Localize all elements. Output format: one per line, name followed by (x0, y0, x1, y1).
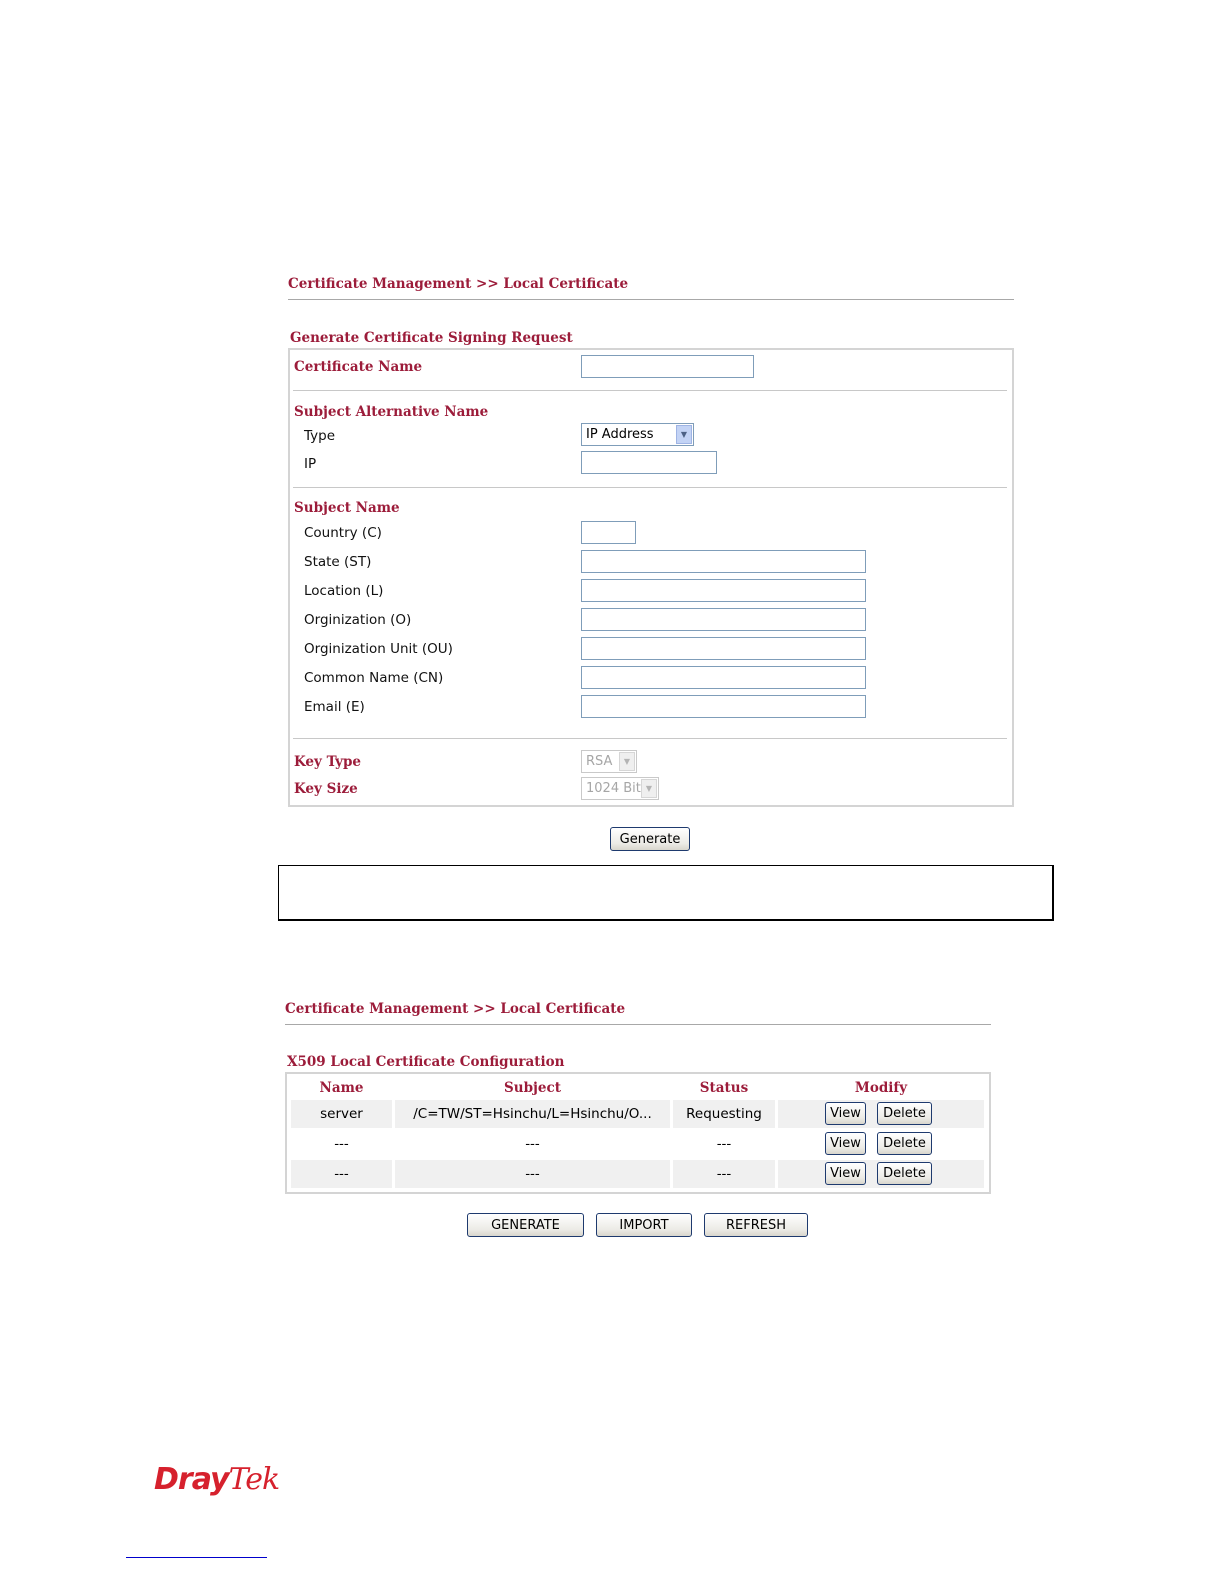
country-label: Country (C) (304, 525, 382, 541)
divider (293, 738, 1007, 739)
column-header-modify: Modify (854, 1080, 908, 1096)
common-name-label: Common Name (CN) (304, 670, 444, 686)
common-name-input[interactable] (581, 666, 866, 689)
chevron-down-icon: ▼ (676, 425, 692, 444)
key-type-label: Key Type (294, 754, 362, 770)
section-title: X509 Local Certificate Configuration (287, 1054, 565, 1070)
column-header-name: Name (319, 1080, 364, 1096)
location-input[interactable] (581, 579, 866, 602)
certificate-name-input[interactable] (581, 355, 754, 378)
location-label: Location (L) (304, 583, 384, 599)
header-divider (288, 299, 1014, 300)
cert-subject-cell: /C=TW/ST=Hsinchu/L=Hsinchu/O... (395, 1100, 670, 1128)
divider (293, 390, 1007, 391)
view-button[interactable]: View (825, 1132, 866, 1155)
key-type-value: RSA (586, 754, 613, 769)
cert-subject-cell: --- (525, 1136, 540, 1152)
cert-status-cell: --- (673, 1160, 775, 1188)
cert-status-cell: --- (716, 1136, 732, 1152)
state-input[interactable] (581, 550, 866, 573)
generate-button[interactable]: Generate (610, 827, 690, 851)
key-size-select[interactable] (581, 777, 659, 800)
organization-input[interactable] (581, 608, 866, 631)
cert-subject-cell: --- (395, 1160, 670, 1188)
delete-button[interactable]: Delete (877, 1162, 932, 1185)
chevron-down-icon: ▼ (641, 779, 657, 798)
subject-name-section-title: Subject Name (294, 500, 400, 516)
delete-button[interactable]: Delete (877, 1132, 932, 1155)
breadcrumb: Certificate Management >> Local Certificate (288, 276, 629, 292)
organization-label: Orginization (O) (304, 612, 412, 628)
cert-name-cell: server (291, 1100, 392, 1128)
footer-link-underline (126, 1557, 267, 1558)
country-input[interactable] (581, 521, 636, 544)
cert-name-cell: --- (291, 1160, 392, 1188)
ip-label: IP (304, 456, 317, 472)
cert-status-cell: Requesting (673, 1100, 775, 1128)
column-header-subject: Subject (504, 1080, 561, 1096)
key-size-label: Key Size (294, 781, 358, 797)
san-section-title: Subject Alternative Name (294, 404, 489, 420)
key-size-value: 1024 Bit (586, 781, 641, 796)
view-button[interactable]: View (825, 1102, 866, 1125)
breadcrumb: Certificate Management >> Local Certificate (285, 1001, 626, 1017)
refresh-button[interactable]: REFRESH (704, 1213, 808, 1237)
organization-unit-input[interactable] (581, 637, 866, 660)
key-type-select[interactable] (581, 750, 637, 773)
column-header-status: Status (699, 1080, 749, 1096)
import-button[interactable]: IMPORT (596, 1213, 692, 1237)
email-input[interactable] (581, 695, 866, 718)
generate-certificate-button[interactable]: GENERATE (467, 1213, 584, 1237)
logo-dray: Dray (154, 1462, 229, 1497)
delete-button[interactable]: Delete (877, 1102, 932, 1125)
chevron-down-icon: ▼ (619, 752, 635, 771)
organization-unit-label: Orginization Unit (OU) (304, 641, 453, 657)
divider (293, 487, 1007, 488)
email-label: Email (E) (304, 699, 365, 715)
type-select[interactable] (581, 423, 694, 446)
draytek-logo (154, 1462, 279, 1497)
cert-name-cell: --- (334, 1136, 349, 1152)
section-title: Generate Certificate Signing Request (290, 330, 573, 346)
view-button[interactable]: View (825, 1162, 866, 1185)
state-label: State (ST) (304, 554, 372, 570)
certificate-name-label: Certificate Name (294, 359, 423, 375)
header-divider (285, 1024, 991, 1025)
note-box (278, 865, 1054, 921)
logo-tek: Tek (228, 1462, 280, 1497)
type-label: Type (304, 428, 336, 444)
type-select-value: IP Address (586, 427, 654, 442)
ip-input[interactable] (581, 451, 717, 474)
